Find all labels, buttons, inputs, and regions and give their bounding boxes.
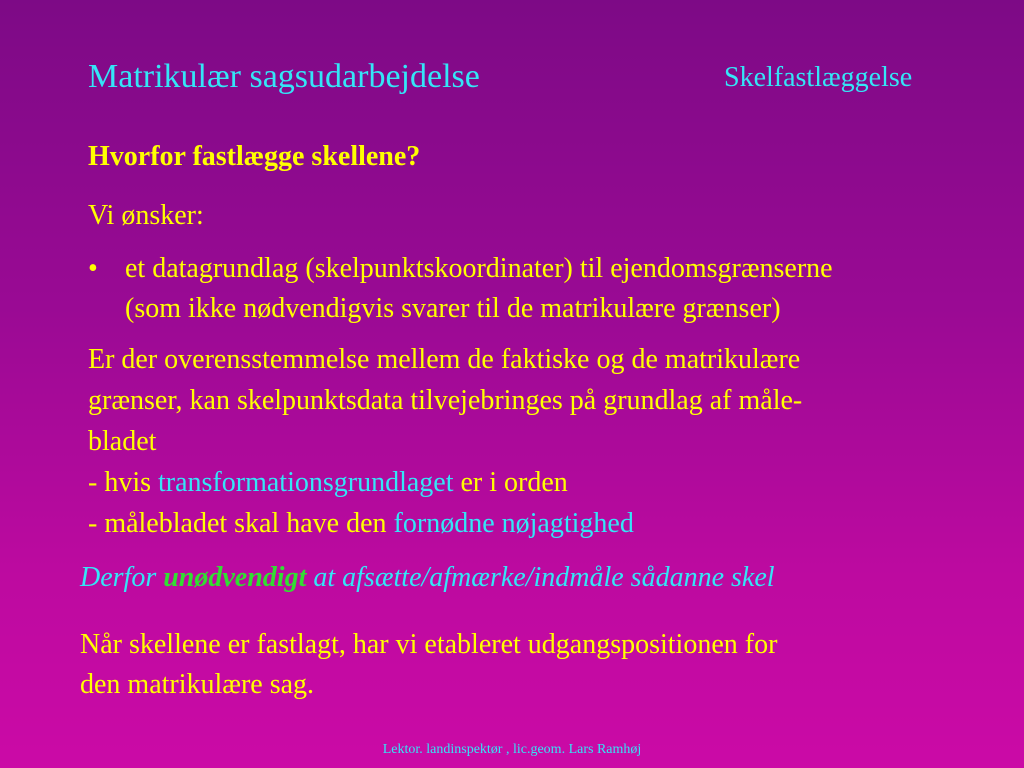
- condition-prefix: - målebladet skal have den: [88, 508, 394, 539]
- conclusion-prefix: Derfor: [80, 562, 164, 593]
- bullet-marker: •: [88, 253, 98, 284]
- condition-prefix: - hvis: [88, 467, 158, 498]
- slide-title: Matrikulær sagsudarbejdelse: [88, 58, 480, 95]
- conclusion-suffix: at afsætte/afmærke/indmåle sådanne skel: [306, 562, 775, 593]
- conclusion-emphasis: unødvendigt: [163, 562, 307, 593]
- body-line: grænser, kan skelpunktsdata tilvejebringes på grundlag af måle-: [88, 385, 803, 416]
- bullet-list: [88, 249, 998, 329]
- question-heading: Hvorfor fastlægge skellene?: [88, 141, 421, 172]
- highlight-term: transformationsgrundlaget: [158, 467, 454, 498]
- condition-accuracy: [88, 503, 988, 544]
- footer-author: Lektor. landinspektør , lic.geom. Lars Ramhøj: [382, 742, 642, 757]
- condition-suffix: er i orden: [453, 467, 568, 498]
- section-label: Skelfastlæggelse: [724, 62, 913, 93]
- bullet-line: (som ikke nødvendigvis svarer til de matrikulære grænser): [125, 293, 781, 324]
- intro-text: Vi ønsker:: [88, 200, 204, 231]
- bullet-line: et datagrundlag (skelpunktskoordinater) til ejendomsgrænserne: [125, 253, 833, 284]
- conclusion-line: [80, 562, 775, 594]
- condition-transformation: [88, 462, 988, 503]
- body-line: Er der overensstemmelse mellem de faktiske og de matrikulære: [88, 344, 801, 375]
- body-line: bladet: [88, 426, 157, 457]
- highlight-term: fornødne nøjagtighed: [393, 508, 634, 539]
- closing-line: Når skellene er fastlagt, har vi etableret udgangspositionen for: [80, 629, 778, 660]
- closing-paragraph: [80, 625, 980, 705]
- bullet-item: [88, 249, 998, 329]
- closing-line: den matrikulære sag.: [80, 669, 315, 700]
- body-paragraph: [88, 339, 988, 544]
